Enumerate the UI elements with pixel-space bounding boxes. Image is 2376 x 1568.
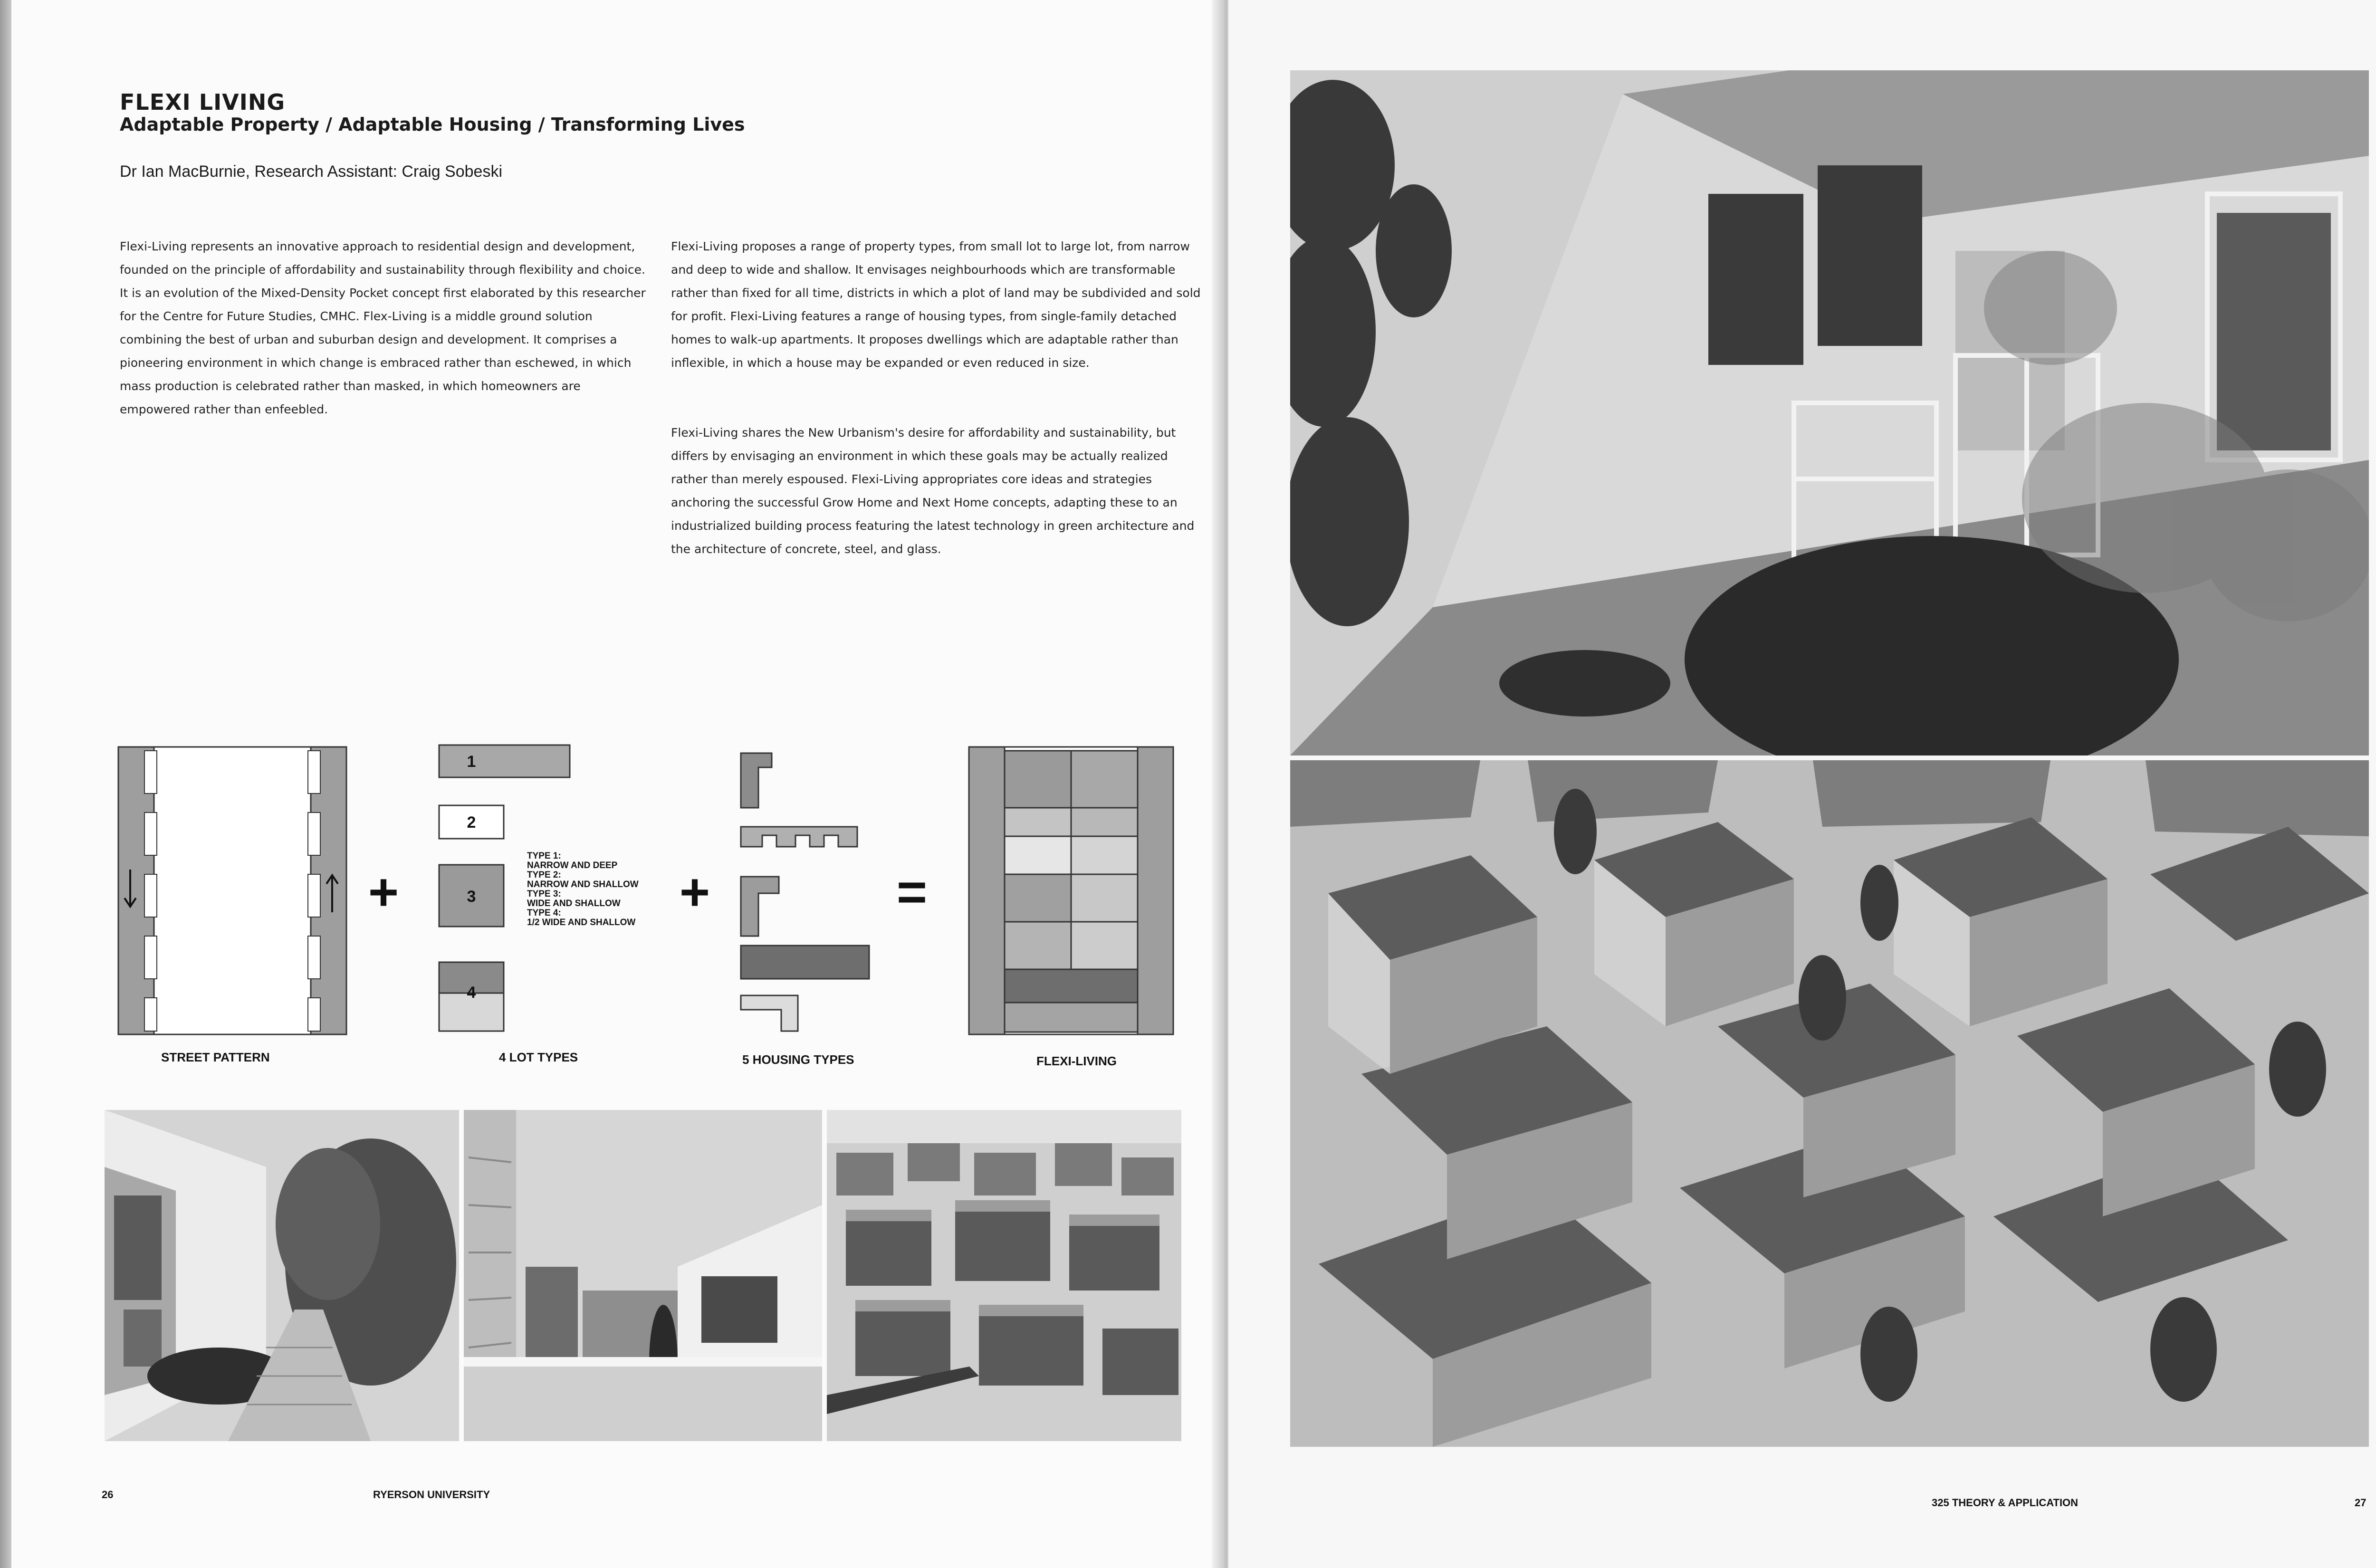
left-page	[11, 0, 1223, 1568]
street-pattern-label: STREET PATTERN	[161, 1050, 270, 1064]
body-paragraph-2: Flexi-Living proposes a range of property types, from small lot to large lot, from narrow and deep to wide and shallow. It envisages neighbourhoods which are transformable rather than fixed for all time, districts in which a plot of land may be subdivided and sold for profit. Flexi-Living features a range of housing types, from single-family detached homes to walk-up apartments. It proposes dwellings which are adaptable rather than inflexible, in which a house may be expanded or even reduced in size.	[671, 239, 1201, 370]
rendering-balcony-view	[464, 1110, 822, 1441]
body-paragraph-1: Flexi-Living represents an innovative approach to residential design and development, founded on the principle of affordability and sustainability through flexibility and choice. It is an evolution of the Mixed-Density Pocket concept first elaborated by this researcher for the Centre for Future Studies, CMHC. Flex-Living is a middle ground solution combining the best of urban and suburban design and development. It comprises a pioneering environment in which change is embraced rather than eschewed, in which mass production is celebrated rather than masked, in which homeowners are empowered rather than enfeebled.	[120, 239, 646, 416]
street-pattern-graphic	[118, 747, 346, 1034]
plus-sign-1: +	[368, 863, 399, 921]
rendering-aerial-neighbourhood	[1290, 760, 2369, 1447]
rendering-aerial-view	[827, 1110, 1181, 1441]
rendering-facade-perspective	[1290, 70, 2369, 755]
lot-type-line: TYPE 1:	[527, 851, 561, 861]
concept-diagram-graphic	[106, 741, 1214, 1074]
article-authors: Dr Ian MacBurnie, Research Assistant: Craig Sobeski	[120, 163, 503, 181]
housing-types-label: 5 HOUSING TYPES	[742, 1052, 854, 1067]
rendering-street-view	[105, 1110, 459, 1441]
equals-sign: =	[896, 863, 928, 921]
left-page-number: 26	[102, 1489, 114, 1501]
lot-type-line: NARROW AND SHALLOW	[527, 880, 639, 889]
lot-number-1: 1	[467, 753, 476, 771]
concept-diagram	[106, 741, 1214, 1074]
lot-type-line: NARROW AND DEEP	[527, 860, 618, 870]
right-running-head: 325 THEORY & APPLICATION	[1932, 1497, 2079, 1509]
lot-number-2: 2	[467, 813, 476, 832]
plus-sign-2: +	[679, 863, 710, 921]
flexi-living-plan-graphic	[969, 747, 1173, 1034]
housing-types-graphic	[741, 753, 869, 1031]
lot-type-line: WIDE AND SHALLOW	[527, 899, 621, 908]
flexi-living-label: FLEXI-LIVING	[1036, 1054, 1117, 1068]
lot-type-legend	[527, 851, 639, 927]
lot-type-line: TYPE 2:	[527, 870, 561, 880]
lot-types-label: 4 LOT TYPES	[499, 1050, 578, 1064]
lot-type-line: TYPE 3:	[527, 889, 561, 899]
lot-type-line: 1/2 WIDE AND SHALLOW	[527, 918, 636, 927]
lot-type-line: TYPE 4:	[527, 908, 561, 918]
right-page-number: 27	[2355, 1497, 2366, 1509]
lot-number-4: 4	[467, 984, 476, 1002]
right-page	[1228, 0, 2376, 1568]
lot-number-3: 3	[467, 888, 476, 906]
article-title: FLEXI LIVING	[120, 89, 286, 115]
article-subtitle: Adaptable Property / Adaptable Housing / Transforming Lives	[120, 114, 745, 135]
body-paragraph-3: Flexi-Living shares the New Urbanism's desire for affordability and sustainability, but differs by envisaging an environment in which these goals may be actually realized rather than merely espoused. Flexi-Living appropriates core ideas and strategies anchoring the successful Grow Home and Next Home concepts, adapting these to an industrialized building process featuring the latest technology in green architecture and the architecture of concrete, steel, and glass.	[671, 426, 1195, 556]
left-running-head: RYERSON UNIVERSITY	[373, 1489, 490, 1501]
